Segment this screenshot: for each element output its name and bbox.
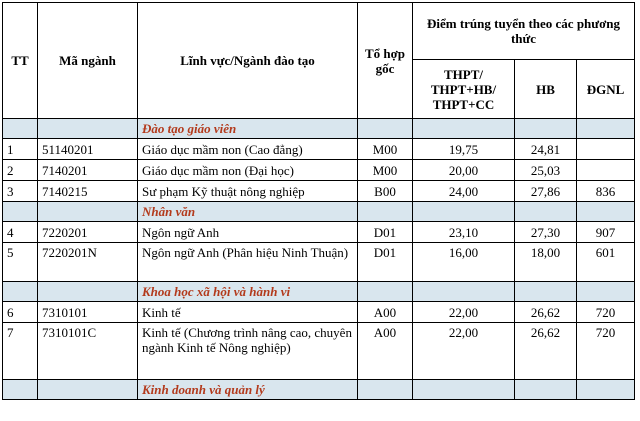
section-title: Đào tạo giáo viên	[138, 119, 358, 139]
cell-tt: 4	[3, 222, 38, 243]
cell-hb: 25,03	[515, 160, 577, 181]
section-empty-cell	[413, 119, 515, 139]
cell-tt: 1	[3, 139, 38, 160]
header-dgnl: ĐGNL	[577, 60, 635, 119]
section-empty-cell	[515, 282, 577, 302]
cell-to-hop: M00	[358, 139, 413, 160]
cell-hb: 24,81	[515, 139, 577, 160]
section-empty-cell	[3, 119, 38, 139]
cell-thpt: 19,75	[413, 139, 515, 160]
section-row	[3, 282, 635, 302]
section-empty-cell	[515, 202, 577, 222]
cell-hb: 26,62	[515, 302, 577, 323]
cell-to-hop: D01	[358, 222, 413, 243]
cell-thpt: 23,10	[413, 222, 515, 243]
section-empty-cell	[38, 380, 138, 400]
table-row	[3, 243, 635, 282]
cell-dgnl: 720	[577, 323, 635, 380]
cell-dgnl: 907	[577, 222, 635, 243]
cell-thpt: 16,00	[413, 243, 515, 282]
section-empty-cell	[38, 119, 138, 139]
cell-nganh: Sư phạm Kỹ thuật nông nghiệp	[138, 181, 358, 202]
table-row	[3, 160, 635, 181]
cell-to-hop: A00	[358, 323, 413, 380]
cell-hb: 18,00	[515, 243, 577, 282]
section-empty-cell	[358, 282, 413, 302]
table-row	[3, 302, 635, 323]
cell-thpt: 22,00	[413, 302, 515, 323]
cell-hb: 26,62	[515, 323, 577, 380]
cell-to-hop: M00	[358, 160, 413, 181]
admission-table-container	[2, 2, 635, 400]
cell-ma-nganh: 7310101C	[38, 323, 138, 380]
cell-ma-nganh: 7220201N	[38, 243, 138, 282]
section-empty-cell	[38, 202, 138, 222]
cell-hb: 27,30	[515, 222, 577, 243]
cell-dgnl: 601	[577, 243, 635, 282]
header-ma-nganh: Mã ngành	[38, 3, 138, 119]
section-row	[3, 380, 635, 400]
section-empty-cell	[358, 202, 413, 222]
cell-tt: 6	[3, 302, 38, 323]
cell-tt: 2	[3, 160, 38, 181]
section-empty-cell	[3, 380, 38, 400]
table-row	[3, 222, 635, 243]
cell-to-hop: B00	[358, 181, 413, 202]
cell-thpt: 22,00	[413, 323, 515, 380]
section-empty-cell	[515, 119, 577, 139]
section-empty-cell	[413, 380, 515, 400]
header-tt: TT	[3, 3, 38, 119]
cell-ma-nganh: 7140201	[38, 160, 138, 181]
header-hb: HB	[515, 60, 577, 119]
section-title: Khoa học xã hội và hành vi	[138, 282, 358, 302]
cell-to-hop: D01	[358, 243, 413, 282]
section-empty-cell	[413, 282, 515, 302]
section-empty-cell	[515, 380, 577, 400]
cell-ma-nganh: 7220201	[38, 222, 138, 243]
cell-tt: 7	[3, 323, 38, 380]
section-empty-cell	[358, 119, 413, 139]
section-empty-cell	[38, 282, 138, 302]
cell-dgnl	[577, 139, 635, 160]
cell-nganh: Kinh tế	[138, 302, 358, 323]
table-row	[3, 323, 635, 380]
cell-ma-nganh: 7310101	[38, 302, 138, 323]
admission-score-table	[2, 2, 635, 400]
section-title: Kinh doanh và quản lý	[138, 380, 358, 400]
cell-ma-nganh: 7140215	[38, 181, 138, 202]
table-row	[3, 139, 635, 160]
cell-nganh: Giáo dục mầm non (Cao đẳng)	[138, 139, 358, 160]
header-row-1	[3, 3, 635, 60]
cell-nganh: Ngôn ngữ Anh	[138, 222, 358, 243]
section-empty-cell	[3, 282, 38, 302]
section-row	[3, 119, 635, 139]
section-empty-cell	[577, 119, 635, 139]
cell-tt: 5	[3, 243, 38, 282]
section-empty-cell	[3, 202, 38, 222]
header-linh-vuc: Lĩnh vực/Ngành đào tạo	[138, 3, 358, 119]
cell-dgnl: 720	[577, 302, 635, 323]
cell-hb: 27,86	[515, 181, 577, 202]
cell-to-hop: A00	[358, 302, 413, 323]
cell-thpt: 20,00	[413, 160, 515, 181]
cell-tt: 3	[3, 181, 38, 202]
section-row	[3, 202, 635, 222]
section-empty-cell	[413, 202, 515, 222]
header-thpt: THPT/ THPT+HB/ THPT+CC	[413, 60, 515, 119]
section-title: Nhân văn	[138, 202, 358, 222]
section-empty-cell	[577, 380, 635, 400]
cell-nganh: Ngôn ngữ Anh (Phân hiệu Ninh Thuận)	[138, 243, 358, 282]
section-empty-cell	[358, 380, 413, 400]
section-empty-cell	[577, 282, 635, 302]
header-diem-group: Điểm trúng tuyển theo các phương thức	[413, 3, 635, 60]
cell-nganh: Giáo dục mầm non (Đại học)	[138, 160, 358, 181]
section-empty-cell	[577, 202, 635, 222]
cell-thpt: 24,00	[413, 181, 515, 202]
cell-dgnl	[577, 160, 635, 181]
cell-ma-nganh: 51140201	[38, 139, 138, 160]
header-to-hop: Tổ hợp gốc	[358, 3, 413, 119]
cell-dgnl: 836	[577, 181, 635, 202]
cell-nganh: Kinh tế (Chương trình nâng cao, chuyên ngành Kinh tế Nông nghiệp)	[138, 323, 358, 380]
table-row	[3, 181, 635, 202]
table-body	[3, 119, 635, 400]
